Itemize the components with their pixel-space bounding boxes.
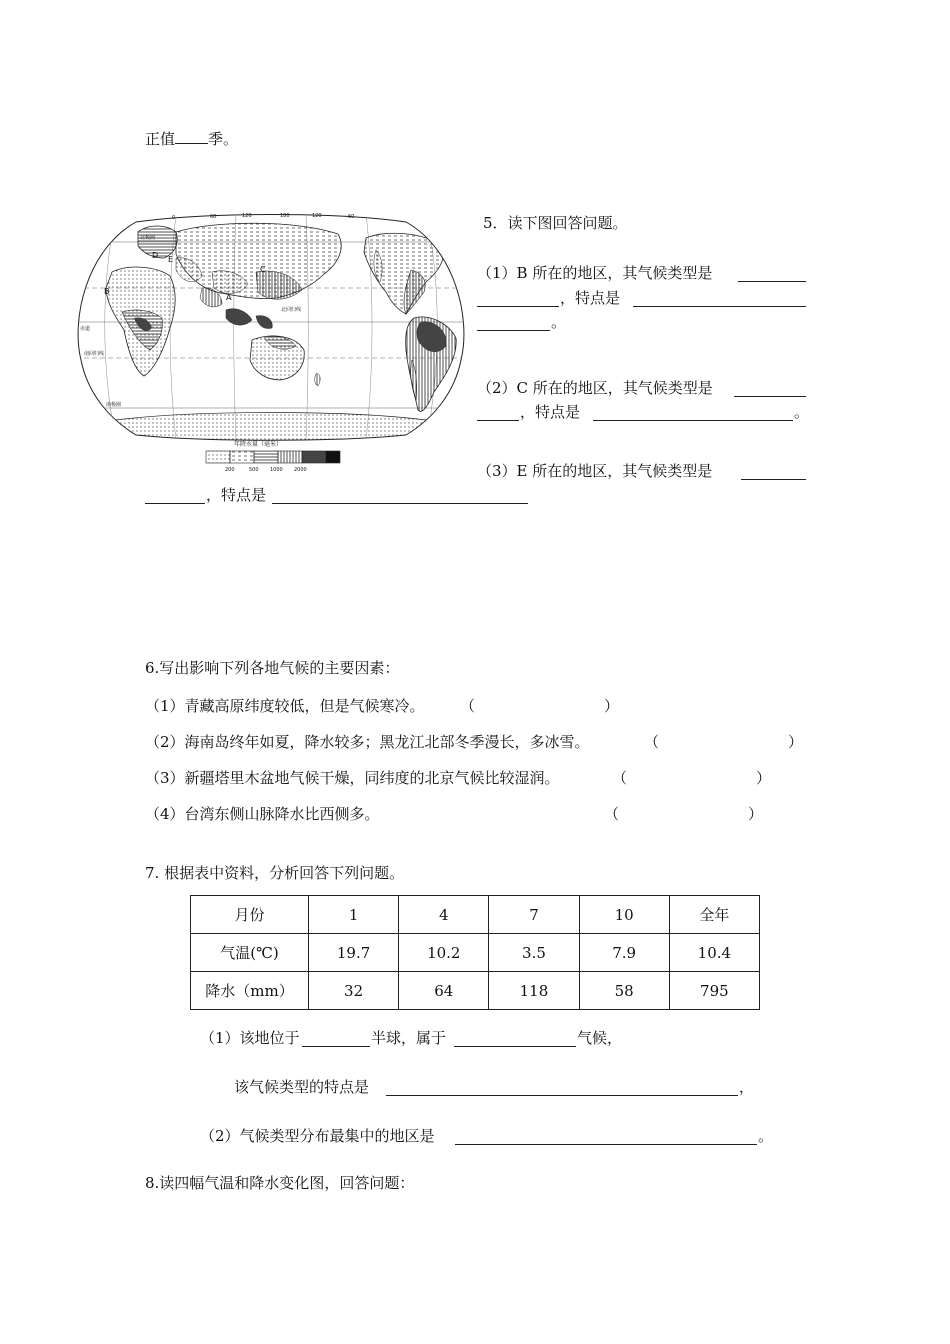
q6-item-1-close: ） (604, 697, 620, 715)
q6-item-1: （1）青藏高原纬度较低，但是气候寒冷。 (145, 697, 425, 715)
lon-tick: 120 (312, 213, 322, 219)
q4-tail (145, 127, 238, 149)
q5-p2-prompt: （2）C 所在的地区，其气候类型是 (477, 379, 713, 397)
table-header-cell: 1 (309, 896, 399, 934)
q7-p2-prompt: （2）气候类型分布最集中的地区是 (200, 1127, 435, 1145)
q5-p2-end: 。 (794, 403, 810, 421)
q6-title: 6.写出影响下列各地气候的主要因素： (145, 659, 400, 677)
q8-title: 8.读四幅气温和降水变化图，回答问题： (145, 1174, 415, 1192)
q6-item-4-open: （ (604, 805, 620, 823)
region-label-c: C (260, 265, 266, 274)
q6-item-4: （4）台湾东侧山脉降水比西侧多。 (145, 805, 380, 823)
table-header-cell: 10 (579, 896, 669, 934)
answer-blank[interactable] (302, 1046, 370, 1047)
region-label-e: E (168, 255, 174, 264)
answer-blank[interactable] (386, 1095, 738, 1096)
table-cell: 118 (489, 972, 579, 1010)
arctic-circle-label: 北极圈 (140, 235, 156, 241)
q5-p3-prompt: （3）E 所在的地区，其气候类型是 (477, 462, 713, 480)
table-header-cell: 7 (489, 896, 579, 934)
q7-p1-end: 气候， (577, 1029, 623, 1047)
lon-tick: 0 (172, 215, 176, 221)
answer-blank[interactable] (633, 306, 806, 307)
table-cell: 32 (309, 972, 399, 1010)
answer-blank[interactable] (741, 479, 806, 480)
answer-blank[interactable] (455, 1144, 757, 1145)
lon-tick: 120 (242, 213, 252, 219)
q6-item-4-close: ） (748, 805, 764, 823)
table-cell: 58 (579, 972, 669, 1010)
q6-item-2: （2）海南岛终年如夏，降水较多；黑龙江北部冬季漫长，多冰雪。 (145, 733, 590, 751)
lon-tick: 60 (348, 214, 355, 220)
table-row (191, 934, 760, 972)
tropic-north-label: 北回归线 (281, 307, 302, 313)
q6-item-3: （3）新疆塔里木盆地气候干燥，同纬度的北京气候比较湿润。 (145, 769, 560, 787)
q6-item-2-close: ） (788, 733, 804, 751)
answer-blank[interactable] (175, 127, 208, 144)
q7-title: 7. 根据表中资料，分析回答下列问题。 (145, 864, 405, 882)
equator-label: 赤道 (80, 326, 91, 332)
q7-p1-feature: 该气候类型的特点是 (234, 1078, 370, 1096)
table-cell: 10.2 (399, 934, 489, 972)
answer-blank[interactable] (593, 420, 793, 421)
q6-item-3-open: （ (612, 769, 628, 787)
lon-tick: 180 (280, 213, 290, 219)
answer-blank[interactable] (477, 306, 559, 307)
q5-p3-feature-label: ，特点是 (206, 486, 267, 504)
table-cell: 64 (399, 972, 489, 1010)
q7-p2-end: 。 (758, 1127, 774, 1145)
table-cell: 3.5 (489, 934, 579, 972)
q7-p1-feature-end: ， (739, 1078, 755, 1096)
answer-blank[interactable] (145, 503, 205, 504)
q5-p2-feature-label: ，特点是 (520, 403, 581, 421)
legend-tick: 1000 (270, 467, 283, 473)
table-cell: 降水（mm） (191, 972, 309, 1010)
precipitation-legend (206, 451, 340, 463)
q7-p1-prompt: （1）该地位于 (200, 1029, 300, 1047)
table-row (191, 972, 760, 1010)
answer-blank[interactable] (734, 396, 806, 397)
q5-title: 5．读下图回答问题。 (483, 214, 628, 232)
world-precipitation-map (76, 210, 466, 475)
tropic-south-label: 南回归线 (84, 351, 105, 357)
table-header-cell: 4 (399, 896, 489, 934)
answer-blank[interactable] (272, 503, 528, 504)
q7-p1-mid: 半球，属于 (371, 1029, 447, 1047)
lon-tick: 60 (210, 214, 217, 220)
table-cell: 795 (669, 972, 759, 1010)
answer-blank[interactable] (454, 1046, 576, 1047)
q5-p1-feature-label: ，特点是 (560, 289, 621, 307)
legend-tick: 2000 (294, 467, 307, 473)
climate-data-table (190, 895, 760, 1010)
q6-item-1-open: （ (460, 697, 476, 715)
legend-title: 年降水量（毫米） (234, 441, 283, 448)
table-cell: 气温(℃) (191, 934, 309, 972)
legend-tick: 500 (249, 467, 259, 473)
antarctic-circle-label: 南极圈 (106, 402, 122, 408)
table-header-cell: 月份 (191, 896, 309, 934)
answer-blank[interactable] (738, 281, 806, 282)
legend-tick: 200 (225, 467, 235, 473)
table-cell: 7.9 (579, 934, 669, 972)
q5-p1-end: 。 (551, 313, 567, 331)
q4-tail-suffix: 季。 (208, 130, 239, 148)
table-cell: 10.4 (669, 934, 759, 972)
q4-tail-prefix: 正值 (145, 130, 176, 148)
table-header-cell: 全年 (669, 896, 759, 934)
table-cell: 19.7 (309, 934, 399, 972)
region-label-a: A (226, 293, 232, 302)
q5-p1-prompt: （1）B 所在的地区，其气候类型是 (477, 264, 713, 282)
q6-item-2-open: （ (644, 733, 660, 751)
region-label-b: B (104, 287, 110, 296)
answer-blank[interactable] (477, 330, 550, 331)
answer-blank[interactable] (477, 420, 519, 421)
table-header-row (191, 896, 760, 934)
region-label-d: D (152, 251, 159, 260)
q6-item-3-close: ） (756, 769, 772, 787)
